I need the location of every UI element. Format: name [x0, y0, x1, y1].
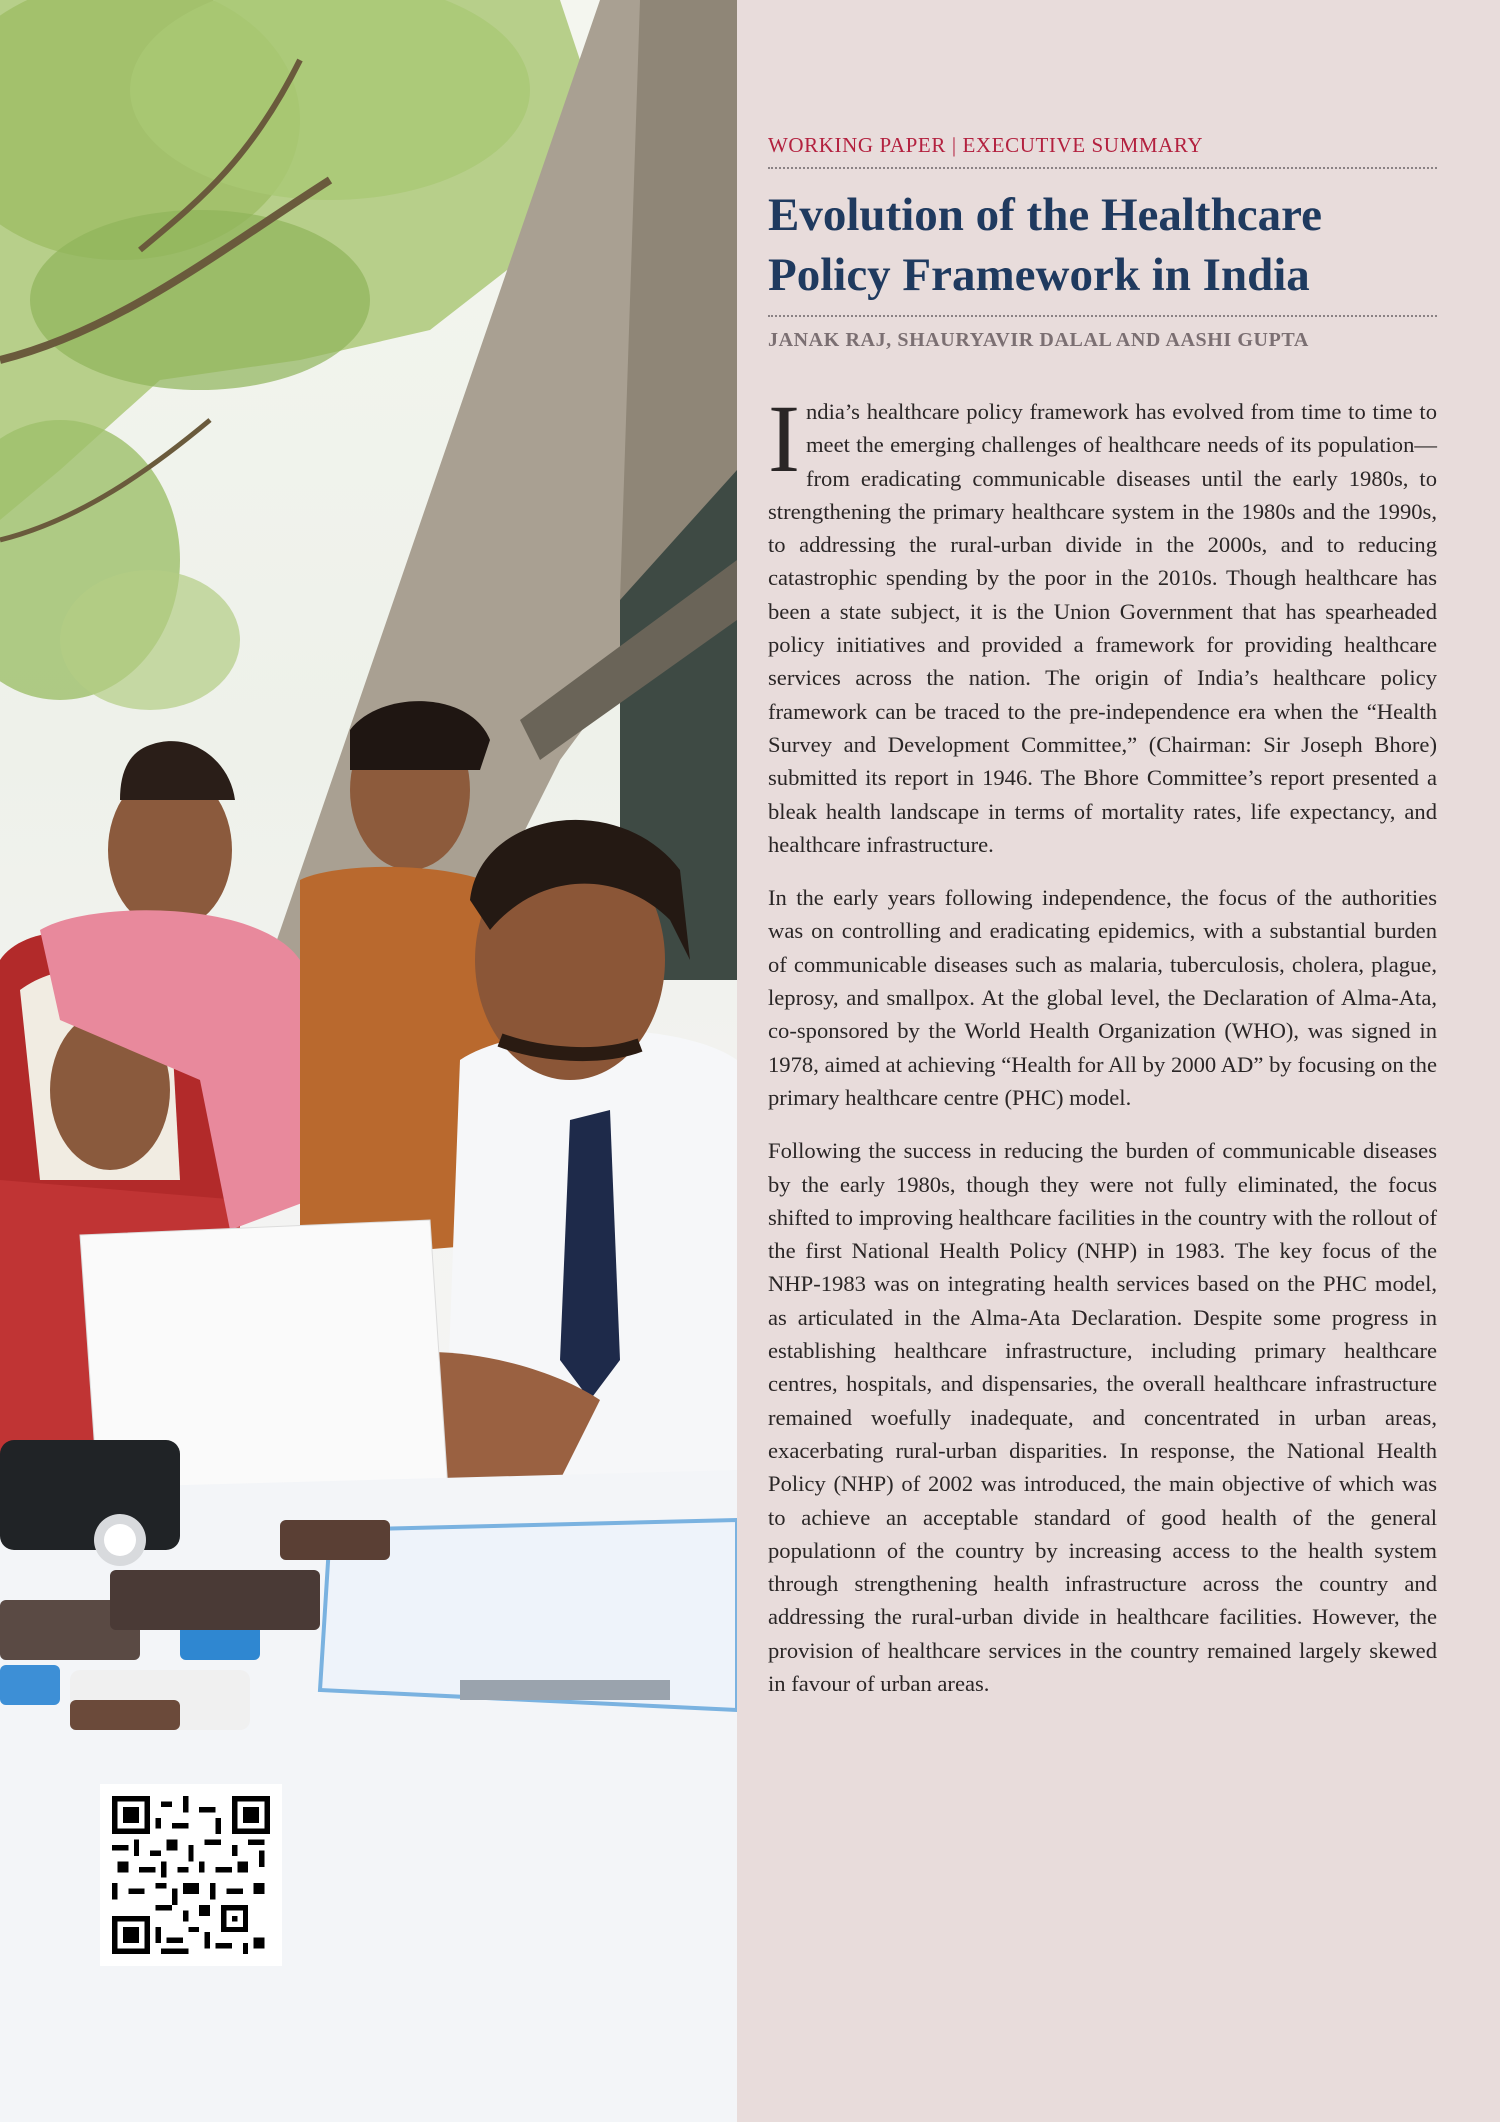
title-divider [768, 315, 1437, 317]
drop-cap: I [768, 385, 800, 492]
title-line-1: Evolution of the Healthcare [768, 189, 1322, 241]
blood-pressure-monitor [0, 1440, 180, 1566]
cover-photo [0, 0, 737, 2122]
document-type-label: WORKING PAPER | EXECUTIVE SUMMARY [768, 128, 1437, 169]
paragraph-3: Following the success in reducing the burden of communicable diseases by the early 1980s, though they were not fully eliminated, the focus shifted to improving healthcare facilities in the country with the rollout of the first National Health Policy (NHP) in 1983. The key focus of the NHP-1983 was on integrating health services based on the PHC model, as articulated in the Alma-Ata Declaration. Despite some progress in establishing healthcare infrastructure, including primary healthcare centres, hospitals, and dispensaries, the overall healthcare infrastructure remained woefully inadequate, and concentrated in urban areas, exacerbating rural-urban disparities. In response, the National Health Policy (NHP) of 2002 was introduced, the main objective of which was to achieve an acceptable standard of good health of the general populationn of the country by increasing access to the health system through strengthening health infrastructure across the country and addressing the rural-urban divide in healthcare facilities. However, the provision of healthcare services in the country remained largely skewed in favour of urban areas. [768, 1138, 1437, 1696]
qr-code[interactable] [100, 1784, 282, 1966]
paragraph-2: In the early years following independence, the focus of the authorities was on controlling and eradicating epidemics, with a substantial burden of communicable diseases such as malaria, tuberculosis, cholera, plague, leprosy, and smallpox. At the global level, the Declaration of Alma-Ata, co-sponsored by the World Health Organization (WHO), was signed in 1978, aimed at achieving “Health for All by 2000 AD” by focusing on the primary healthcare centre (PHC) model. [768, 885, 1437, 1110]
page-title [768, 185, 1437, 305]
content-column [768, 128, 1437, 1720]
qr-code-icon [112, 1796, 270, 1954]
paragraph-1-text: ndia’s healthcare policy framework has evolved from time to time to meet the emerging challenges of healthcare needs of its population—from eradicating communicable diseases until the early 1980s, to strengthening the primary healthcare system in the 1980s and the 1990s, to addressing the rural-urban divide in the 2000s, and to reducing catastrophic spending by the poor in the 2010s. Though healthcare has been a state subject, it is the Union Government that has spearheaded policy initiatives and provided a framework for providing healthcare services across the nation. The origin of India’s healthcare policy framework can be traced to the pre-independence era when the “Health Survey and Development Committee,” (Chairman: Sir Joseph Bhore) submitted its report in 1946. The Bhore Committee’s report presented a bleak health landscape in terms of mortality rates, life expectancy, and healthcare infrastructure. [768, 399, 1437, 857]
authors-line: JANAK RAJ, SHAURYAVIR DALAL AND AASHI GUPTA [768, 329, 1309, 351]
paragraph-1 [768, 385, 1437, 861]
text-panel [737, 0, 1500, 2122]
title-line-2: Policy Framework in India [768, 249, 1310, 301]
